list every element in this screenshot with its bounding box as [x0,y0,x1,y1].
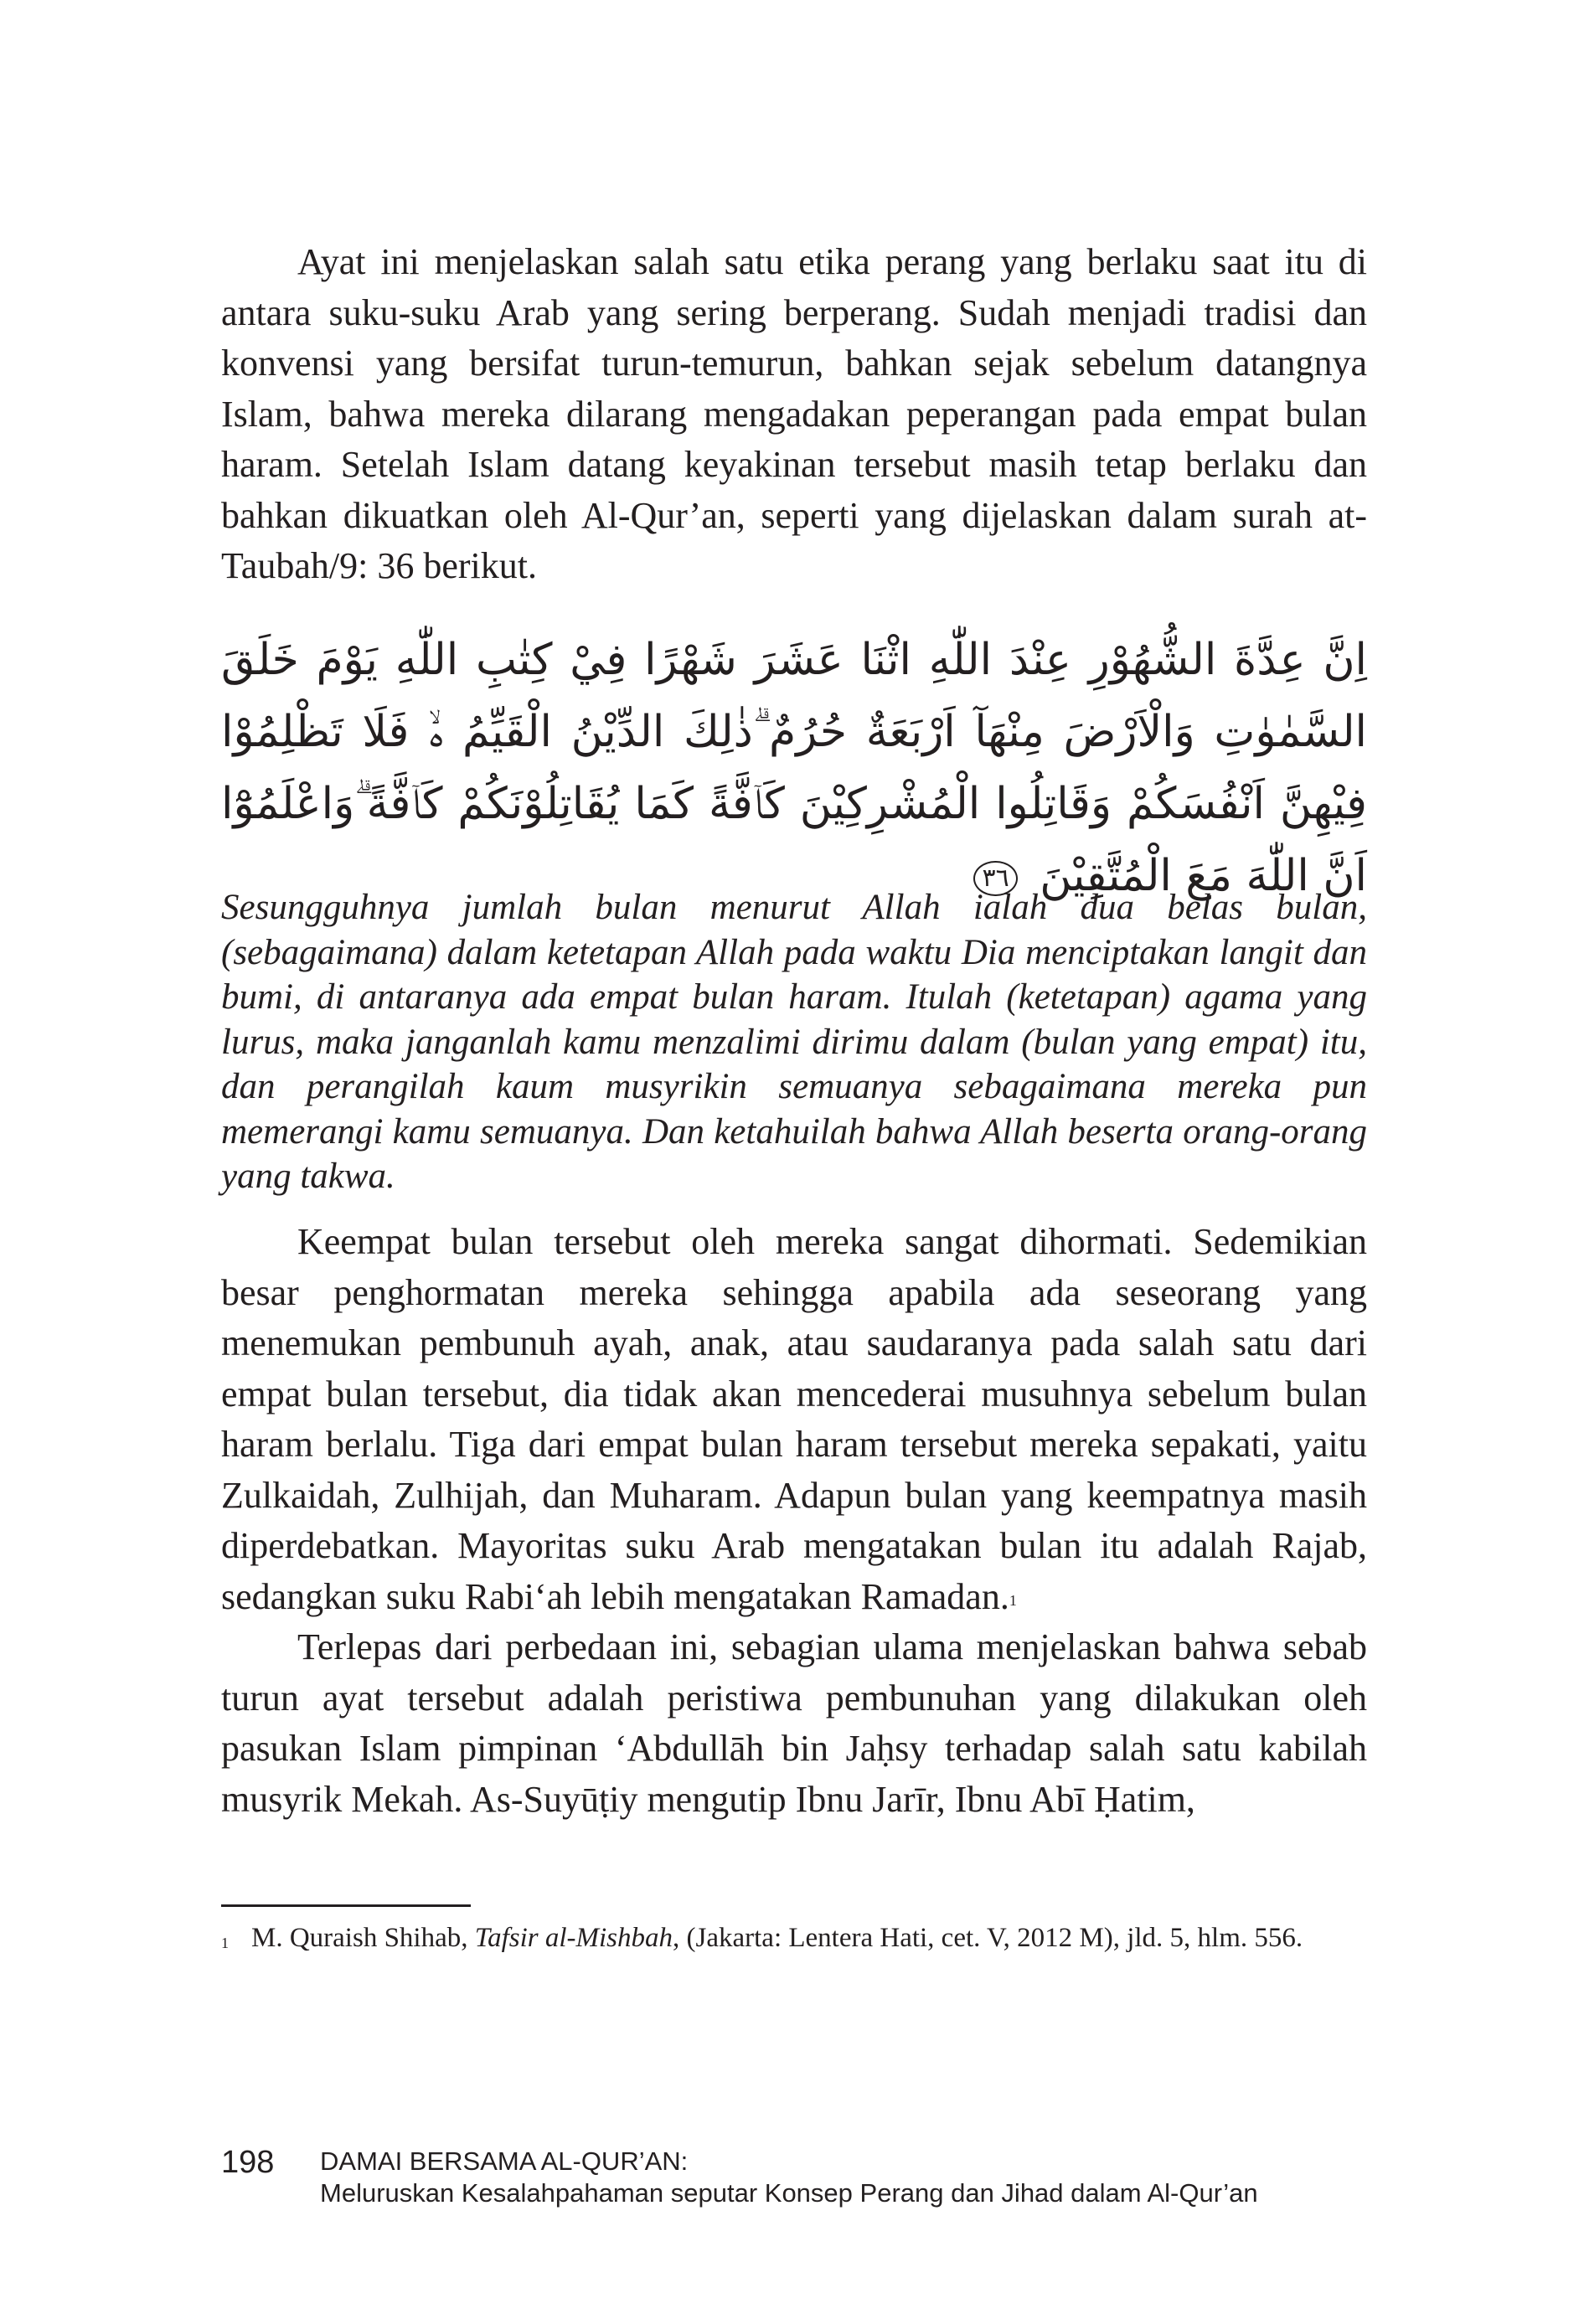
running-title-line2: Meluruskan Kesalahpahaman seputar Konsep Perang dan Jihad dalam Al-Qur’an [320,2178,1258,2208]
body-section [221,1217,1367,1825]
paragraph-2-text: Keempat bulan tersebut oleh mereka sangat dihormati. Sedemikian besar penghormatan mereka sehingga apabila ada seseorang yang menemukan pembunuh ayah, anak, atau saudaranya pada salah satu dari empat bulan tersebut, dia tidak akan mencederai musuhnya sebelum bulan haram berlalu. Tiga dari empat bulan haram tersebut mereka sepakati, yaitu Zulkaidah, Zulhijah, dan Muharam. Adapun bulan yang keempatnya masih diperdebatkan. Mayoritas suku Arab mengatakan bulan itu adalah Rajab, sedangkan suku Rabi‘ah lebih mengatakan Ramadan. [221,1221,1367,1617]
page-number: 198 [221,2145,275,2180]
footnote-number: 1 [221,1935,229,1951]
footnote-author: M. Quraish Shihab, [251,1923,475,1953]
quran-verse-arabic [221,624,1367,912]
paragraph-3: Terlepas dari perbedaan ini, sebagian ulama menjelaskan bahwa sebab turun ayat tersebut adalah peristiwa pembunuhan yang dilakukan oleh pasukan Islam pimpinan ‘Abdullāh bin Jaḥsy terhadap salah satu kabilah musyrik Mekah. As-Suyūṭiy mengutip Ibnu Jarīr, Ibnu Abī Ḥatim, [221,1626,1367,1820]
intro-section [221,237,1367,592]
paragraph-2 [221,1217,1367,1622]
footnote-reference[interactable]: 1 [1009,1591,1017,1609]
verse-arabic-text: اِنَّ عِدَّةَ الشُّهُوْرِ عِنْدَ اللّٰهِ اثْنَا عَشَرَ شَهْرًا فِيْ كِتٰبِ اللّٰهِ يَوْمَ خَلَقَ السَّمٰوٰتِ وَالْاَرْضَ مِنْهَآ اَرْبَعَةٌ حُرُمٌ ۗذٰلِكَ الدِّيْنُ الْقَيِّمُ ەۙ فَلَا تَظْلِمُوْا فِيْهِنَّ اَنْفُسَكُمْ وَقَاتِلُوا الْمُشْرِكِيْنَ كَاۤفَّةً كَمَا يُقَاتِلُوْنَكُمْ كَاۤفَّةً ۗوَاعْلَمُوْٓا اَنَّ اللّٰهَ مَعَ الْمُتَّقِيْنَ [221,635,1367,901]
footnote-text [251,1918,1367,1959]
ayah-number-marker: ٣٦ [973,861,1017,896]
footnote [221,1918,1367,1959]
footnote-book-title: Tafsir al-Mishbah [474,1923,673,1953]
footnote-citation: , (Jakarta: Lentera Hati, cet. V, 2012 M), jld. 5, hlm. 556. [673,1923,1303,1953]
footnote-divider [221,1904,471,1907]
running-title-line1: DAMAI BERSAMA AL-QUR’AN: [320,2146,689,2176]
running-title [320,2146,1258,2209]
intro-paragraph: Ayat ini menjelaskan salah satu etika perang yang berlaku saat itu di antara suku-suku Arab yang sering berperang. Sudah menjadi tradisi dan konvensi yang bersifat turun-temurun, bahkan sejak sebelum datangnya Islam, bahwa mereka dilarang mengadakan peperangan pada empat bulan haram. Setelah Islam datang keyakinan tersebut masih tetap berlaku dan bahkan dikuatkan oleh Al-Qur’an, seperti yang dijelaskan dalam surah at-Taubah/9: 36 berikut. [221,241,1367,586]
verse-translation: Sesungguhnya jumlah bulan menurut Allah ialah dua belas bulan, (sebagaimana) dalam ketetapan Allah pada waktu Dia menciptakan langit dan bumi, di antaranya ada empat bulan haram. Itulah (ketetapan) agama yang lurus, maka janganlah kamu menzalimi dirimu dalam (bulan yang empat) itu, dan perangilah kaum musyrikin semuanya sebagaimana mereka pun memerangi kamu semuanya. Dan ketahuilah bahwa Allah beserta orang-orang yang takwa. [221,888,1367,1196]
